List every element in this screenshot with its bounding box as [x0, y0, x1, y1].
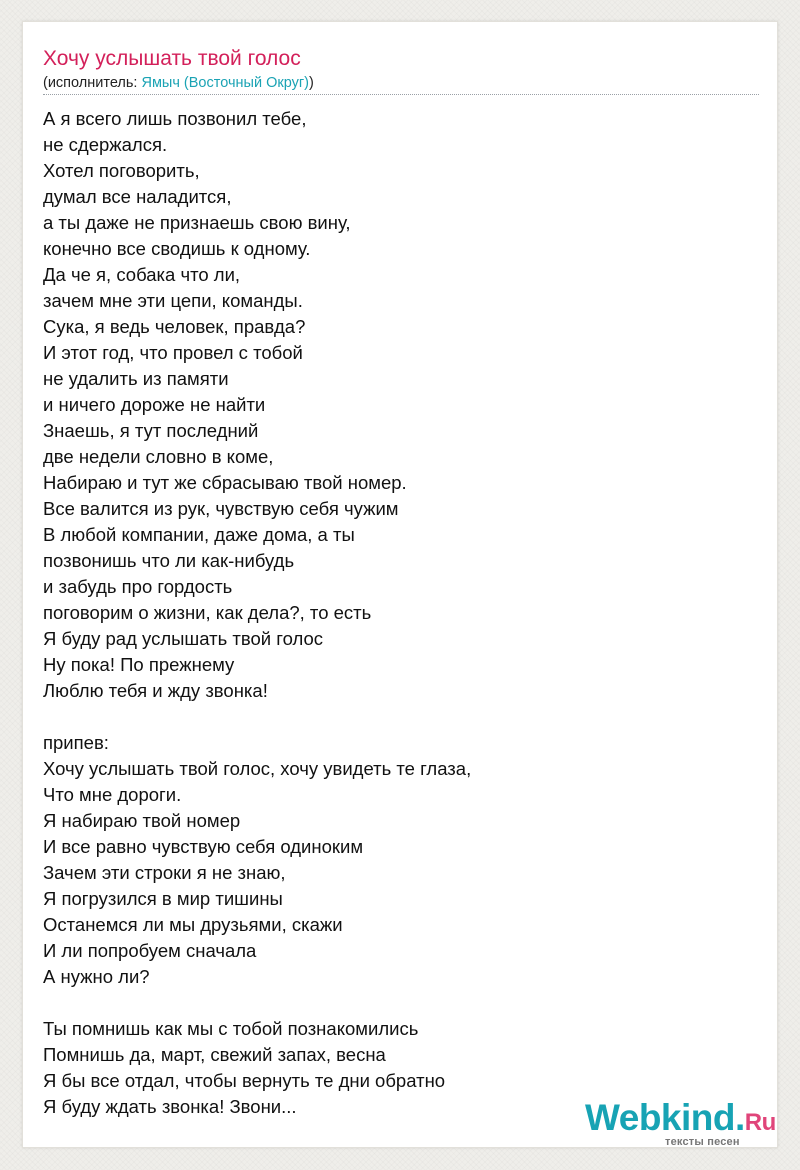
lyrics-text: А я всего лишь позвонил тебе, не сдержался. Хотел поговорить, думал все наладится, а ты даже не признаешь свою вину, конечно все сводишь к одному. Да че я, собака что ли, зачем мне эти цепи, команды. Сука, я ведь человек, правда? И этот год, что провел с тобой не удалить из памяти и ничего дороже не найти Знаешь, я тут последний две недели словно в коме, Набираю и тут же сбрасываю твой номер. Все валится из рук, чувствую себя чужим В любой компании, даже дома, а ты позвонишь что ли как-нибудь и забудь про гордость поговорим о жизни, как дела?, то есть Я буду рад услышать твой голос Ну пока! По прежнему Люблю тебя и жду звонка! припев: Хочу услышать твой голос, хочу увидеть те глаза, Что мне дороги. Я набираю твой номер И все равно чувствую себя одиноким Зачем эти строки я не знаю, Я погрузился в мир тишины Останемся ли мы друзьями, скажи И ли попробуем сначала А нужно ли? Ты помнишь как мы с тобой познакомились Помнишь да, март, свежий запах, весна Я бы все отдал, чтобы вернуть те дни обратно Я буду ждать звонка! Звони... [43, 108, 472, 1117]
song-title: Хочу услышать твой голос [43, 47, 301, 70]
title-divider [43, 94, 759, 95]
artist-byline [43, 74, 314, 92]
byline-suffix: ) [308, 75, 314, 91]
logo-tagline: тексты песен [665, 1136, 740, 1148]
logo-name: Webkind [585, 1097, 735, 1138]
lyrics-card [22, 21, 778, 1148]
artist-link[interactable]: Ямыч (Восточный Округ) [141, 75, 309, 91]
logo-tld: Ru [744, 1109, 776, 1136]
byline-prefix: (исполнитель: [43, 75, 142, 91]
logo-dot: . [735, 1097, 745, 1138]
site-logo[interactable] [585, 1098, 775, 1150]
